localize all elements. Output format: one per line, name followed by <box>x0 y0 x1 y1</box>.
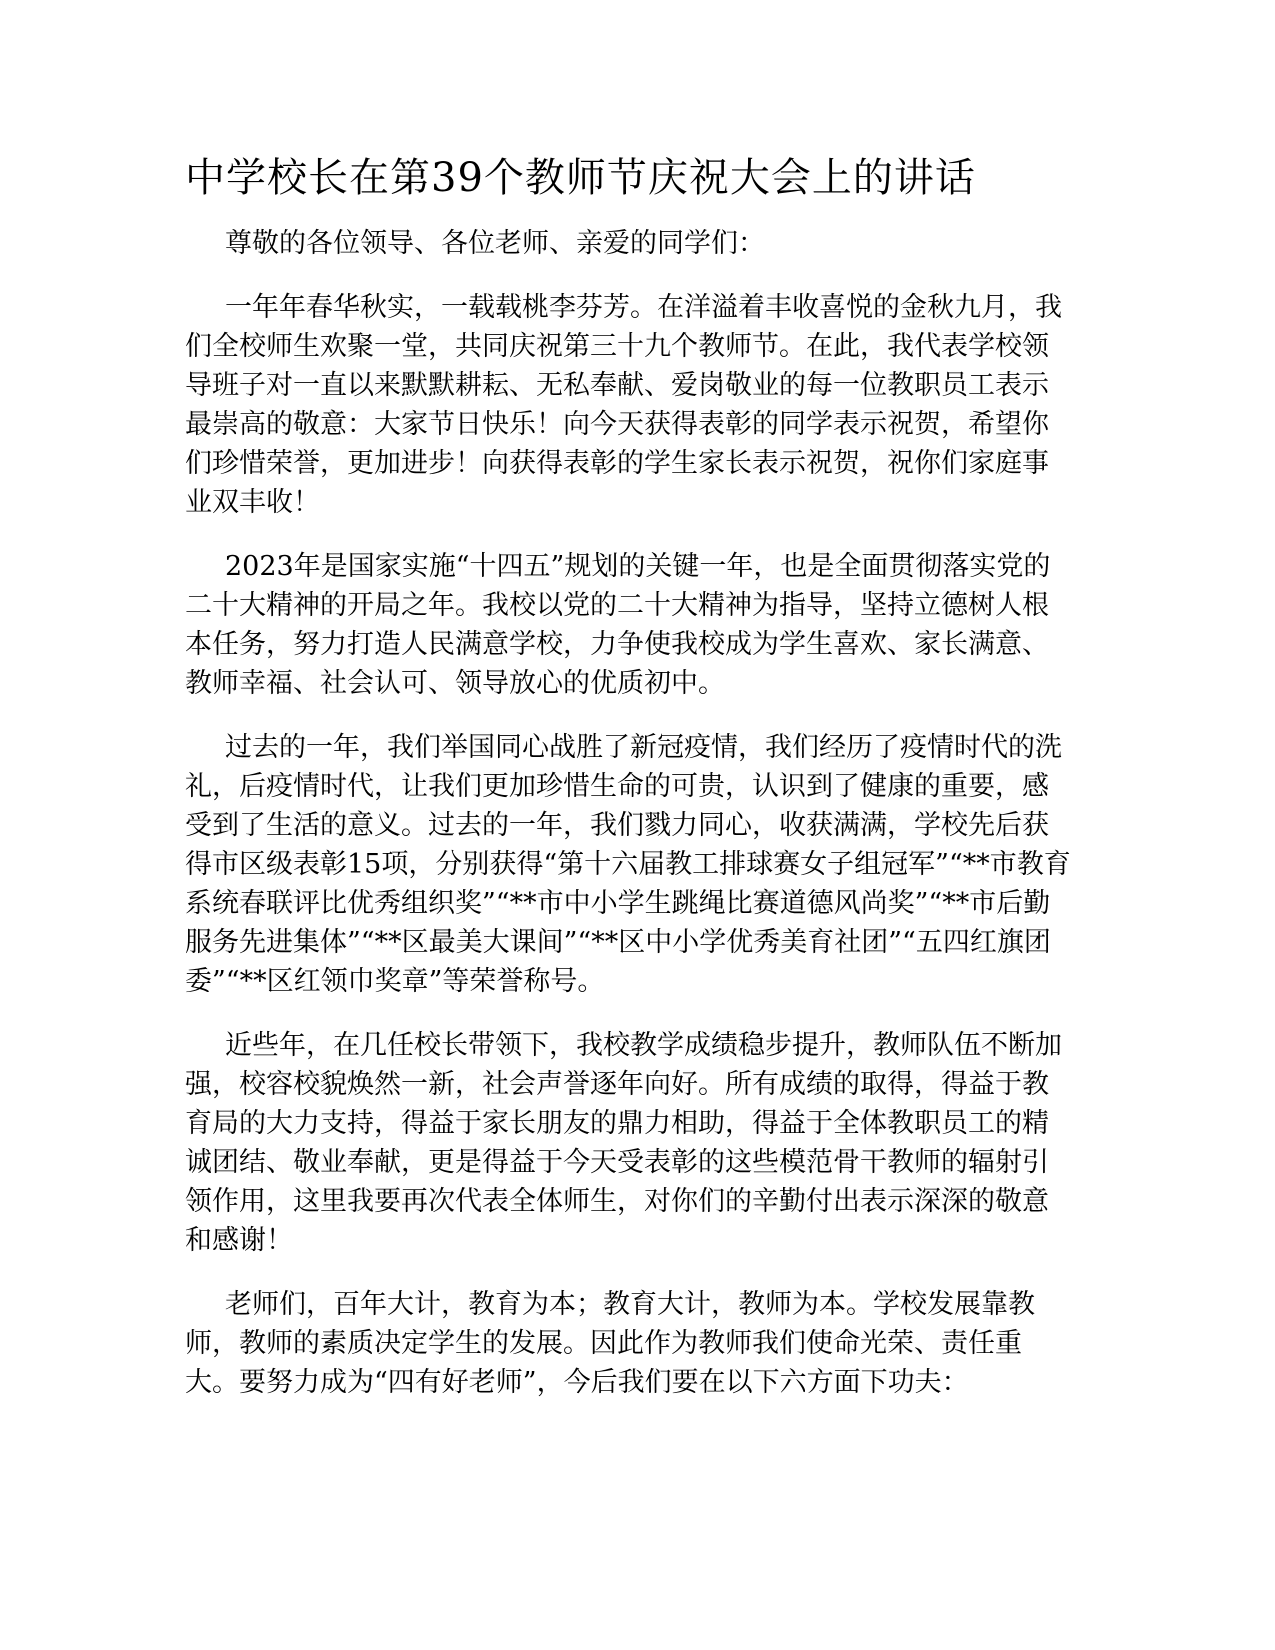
body-paragraph-3: 过去的一年，我们举国同心战胜了新冠疫情，我们经历了疫情时代的洗礼，后疫情时代，让我们更加珍惜生命的可贵，认识到了健康的重要，感受到了生活的意义。过去的一年，我们戮力同心，收获满满，学校先后获得市区级表彰15项，分别获得“第十六届教工排球赛女子组冠军”“**市教育系统春联评比优秀组织奖”“**市中小学生跳绳比赛道德风尚奖”“**市后勤服务先进集体”“**区最美大课间”“**区中小学优秀美育社团”“五四红旗团委”“**区红领巾奖章”等荣誉称号。 <box>185 732 1071 997</box>
greeting-paragraph: 尊敬的各位领导、各位老师、亲爱的同学们： <box>225 228 765 259</box>
body-paragraph-4: 近些年，在几任校长带领下，我校教学成绩稳步提升，教师队伍不断加强，校容校貌焕然一新，社会声誉逐年向好。所有成绩的取得，得益于教育局的大力支持，得益于家长朋友的鼎力相助，得益于全体教职员工的精诚团结、敬业奉献，更是得益于今天受表彰的这些模范骨干教师的辐射引领作用，这里我要再次代表全体师生，对你们的辛勤付出表示深深的敬意和感谢！ <box>185 1030 1062 1256</box>
body-paragraph-1: 一年年春华秋实，一载载桃李芬芳。在洋溢着丰收喜悦的金秋九月，我们全校师生欢聚一堂，共同庆祝第三十九个教师节。在此，我代表学校领导班子对一直以来默默耕耘、无私奉献、爱岗敬业的每一位教职员工表示最崇高的敬意：大家节日快乐！向今天获得表彰的同学表示祝贺，希望你们珍惜荣誉，更加进步！向获得表彰的学生家长表示祝贺，祝你们家庭事业双丰收！ <box>185 292 1062 518</box>
body-paragraph-5: 老师们，百年大计，教育为本；教育大计，教师为本。学校发展靠教师，教师的素质决定学生的发展。因此作为教师我们使命光荣、责任重大。要努力成为“四有好老师”，今后我们要在以下六方面下功夫： <box>185 1289 1035 1398</box>
document-title: 中学校长在第39个教师节庆祝大会上的讲话 <box>185 155 976 201</box>
document-page <box>185 150 1075 1427</box>
body-paragraph-2: 2023年是国家实施“十四五”规划的关键一年，也是全面贯彻落实党的二十大精神的开局之年。我校以党的二十大精神为指导，坚持立德树人根本任务，努力打造人民满意学校，力争使我校成为学生喜欢、家长满意、教师幸福、社会认可、领导放心的优质初中。 <box>185 551 1051 699</box>
